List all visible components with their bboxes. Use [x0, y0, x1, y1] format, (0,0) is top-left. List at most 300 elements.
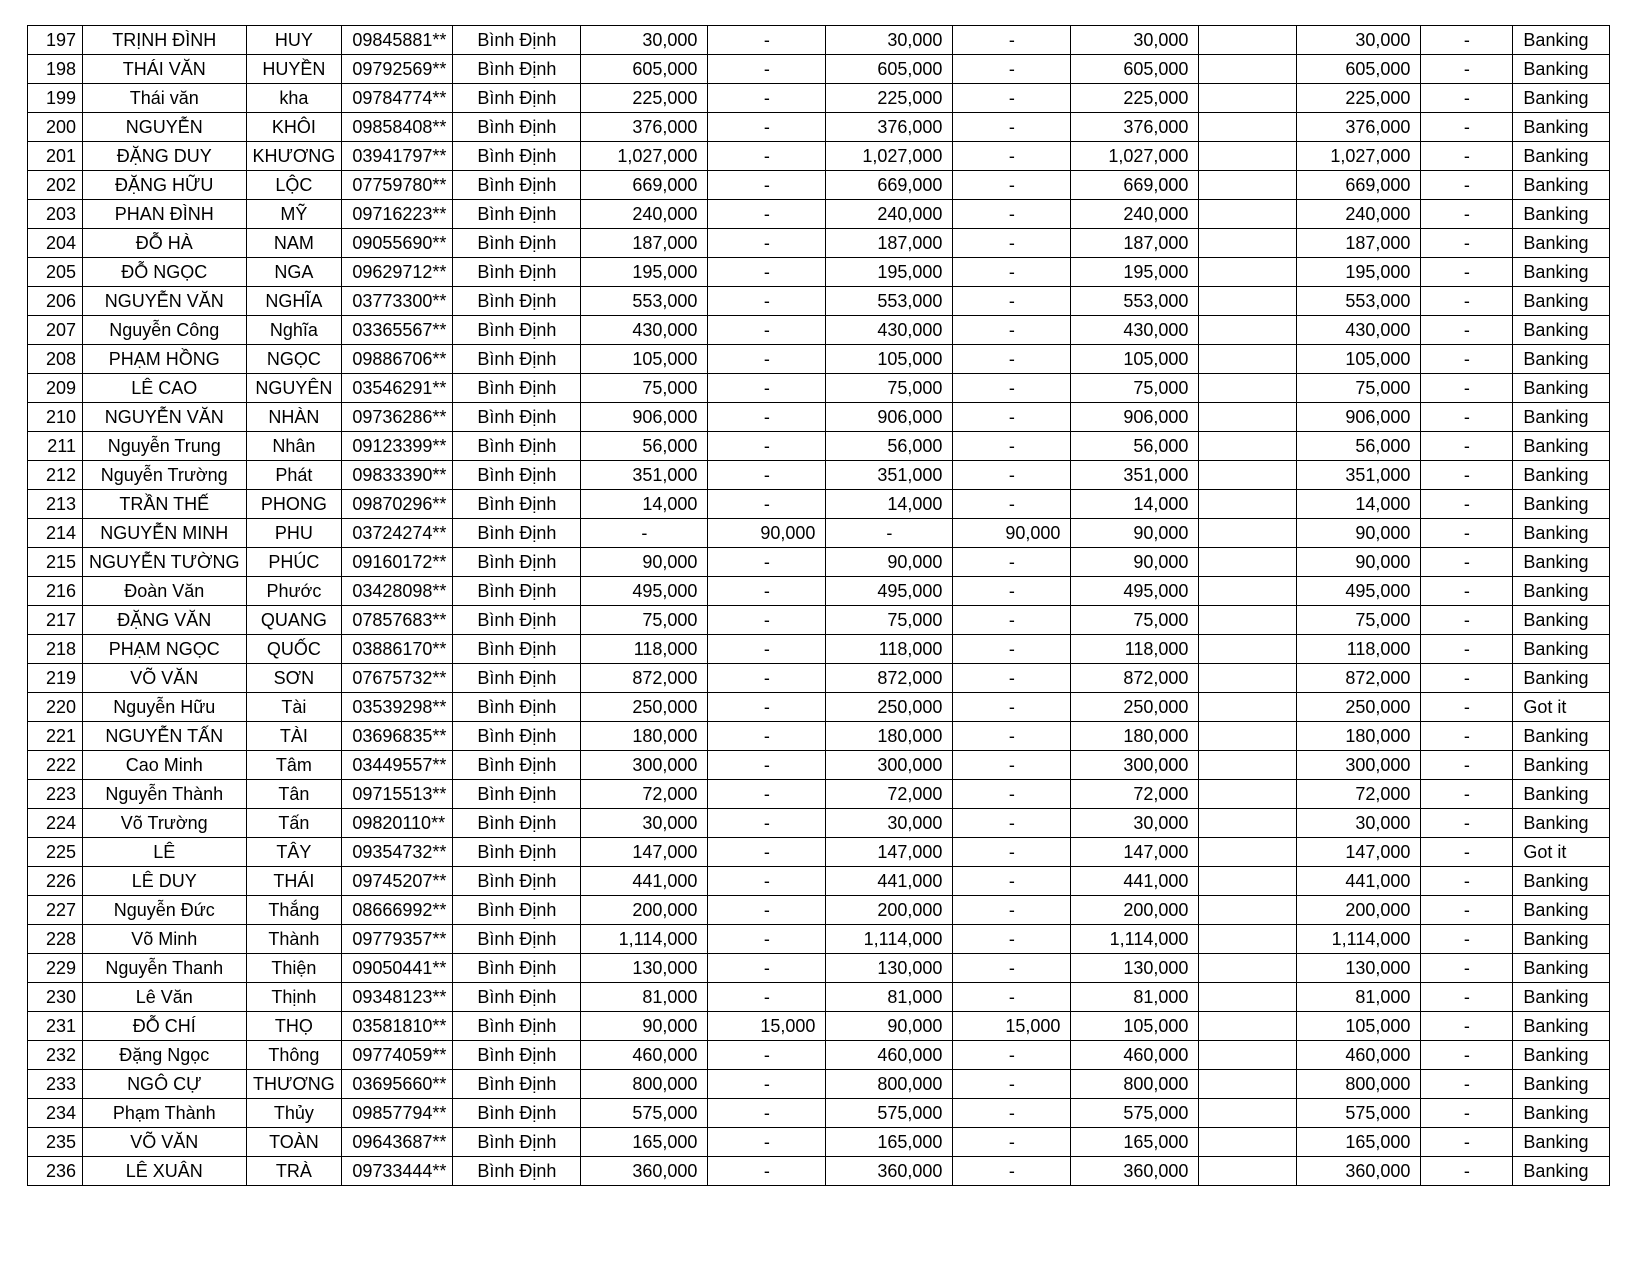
payment-method-cell: Banking: [1513, 171, 1610, 200]
amount-cell-6: [1199, 200, 1297, 229]
table-row: [28, 490, 1610, 519]
amount-cell-2: -: [708, 200, 826, 229]
amount-cell-2: -: [708, 867, 826, 896]
amount-cell-1: 800,000: [581, 1070, 708, 1099]
province-cell: Bình Định: [453, 229, 581, 258]
province-cell: Bình Định: [453, 432, 581, 461]
row-number-cell: 214: [28, 519, 83, 548]
amount-cell-6: [1199, 26, 1297, 55]
amount-cell-5: 605,000: [1071, 55, 1199, 84]
amount-cell-5: 906,000: [1071, 403, 1199, 432]
amount-cell-3: 376,000: [826, 113, 953, 142]
amount-cell-4: -: [953, 403, 1071, 432]
last-name-cell: ĐỖ HÀ: [83, 229, 247, 258]
province-cell: Bình Định: [453, 635, 581, 664]
amount-cell-3: 130,000: [826, 954, 953, 983]
last-name-cell: NGUYỄN: [83, 113, 247, 142]
amount-cell-5: 872,000: [1071, 664, 1199, 693]
last-name-cell: NGÔ CỰ: [83, 1070, 247, 1099]
amount-cell-3: 872,000: [826, 664, 953, 693]
amount-cell-7: 605,000: [1297, 55, 1421, 84]
last-name-cell: NGUYỄN TẤN: [83, 722, 247, 751]
amount-cell-3: 300,000: [826, 751, 953, 780]
phone-cell: 08666992**: [342, 896, 453, 925]
amount-cell-8: -: [1421, 258, 1513, 287]
amount-cell-1: 460,000: [581, 1041, 708, 1070]
amount-cell-5: 90,000: [1071, 548, 1199, 577]
first-name-cell: KHÔI: [246, 113, 342, 142]
amount-cell-7: 906,000: [1297, 403, 1421, 432]
row-number-cell: 203: [28, 200, 83, 229]
amount-cell-4: -: [953, 142, 1071, 171]
payment-method-cell: Banking: [1513, 1099, 1610, 1128]
amount-cell-5: 1,027,000: [1071, 142, 1199, 171]
row-number-cell: 208: [28, 345, 83, 374]
amount-cell-6: [1199, 1128, 1297, 1157]
row-number-cell: 204: [28, 229, 83, 258]
table-row: [28, 606, 1610, 635]
first-name-cell: MỸ: [246, 200, 342, 229]
amount-cell-1: 195,000: [581, 258, 708, 287]
province-cell: Bình Định: [453, 461, 581, 490]
amount-cell-4: -: [953, 867, 1071, 896]
amount-cell-3: 441,000: [826, 867, 953, 896]
amount-cell-8: -: [1421, 1012, 1513, 1041]
amount-cell-1: 180,000: [581, 722, 708, 751]
payment-method-cell: Banking: [1513, 142, 1610, 171]
amount-cell-2: -: [708, 432, 826, 461]
amount-cell-3: -: [826, 519, 953, 548]
phone-cell: 03695660**: [342, 1070, 453, 1099]
amount-cell-6: [1199, 664, 1297, 693]
amount-cell-4: -: [953, 1099, 1071, 1128]
amount-cell-1: 605,000: [581, 55, 708, 84]
amount-cell-4: -: [953, 84, 1071, 113]
first-name-cell: Nhân: [246, 432, 342, 461]
amount-cell-8: -: [1421, 809, 1513, 838]
amount-cell-1: 351,000: [581, 461, 708, 490]
amount-cell-4: -: [953, 838, 1071, 867]
amount-cell-2: -: [708, 780, 826, 809]
amount-cell-4: 90,000: [953, 519, 1071, 548]
amount-cell-3: 495,000: [826, 577, 953, 606]
amount-cell-6: [1199, 577, 1297, 606]
phone-cell: 03546291**: [342, 374, 453, 403]
amount-cell-4: -: [953, 374, 1071, 403]
amount-cell-3: 147,000: [826, 838, 953, 867]
amount-cell-3: 360,000: [826, 1157, 953, 1186]
amount-cell-7: 195,000: [1297, 258, 1421, 287]
payment-method-cell: Banking: [1513, 867, 1610, 896]
amount-cell-4: -: [953, 461, 1071, 490]
amount-cell-5: 30,000: [1071, 809, 1199, 838]
last-name-cell: VÕ VĂN: [83, 664, 247, 693]
table-row: [28, 1099, 1610, 1128]
phone-cell: 07759780**: [342, 171, 453, 200]
province-cell: Bình Định: [453, 345, 581, 374]
province-cell: Bình Định: [453, 606, 581, 635]
amount-cell-1: 250,000: [581, 693, 708, 722]
amount-cell-5: 195,000: [1071, 258, 1199, 287]
amount-cell-1: 187,000: [581, 229, 708, 258]
table-row: [28, 1041, 1610, 1070]
payment-method-cell: Banking: [1513, 635, 1610, 664]
phone-cell: 09733444**: [342, 1157, 453, 1186]
amount-cell-6: [1199, 142, 1297, 171]
table-row: [28, 1012, 1610, 1041]
first-name-cell: NGỌC: [246, 345, 342, 374]
table-row: [28, 432, 1610, 461]
phone-cell: 09857794**: [342, 1099, 453, 1128]
amount-cell-6: [1199, 519, 1297, 548]
amount-cell-5: 460,000: [1071, 1041, 1199, 1070]
amount-cell-5: 165,000: [1071, 1128, 1199, 1157]
phone-cell: 07675732**: [342, 664, 453, 693]
amount-cell-2: -: [708, 635, 826, 664]
amount-cell-8: -: [1421, 693, 1513, 722]
amount-cell-5: 430,000: [1071, 316, 1199, 345]
table-row: [28, 722, 1610, 751]
last-name-cell: THÁI VĂN: [83, 55, 247, 84]
last-name-cell: LÊ XUÂN: [83, 1157, 247, 1186]
first-name-cell: Phát: [246, 461, 342, 490]
payment-method-cell: Banking: [1513, 664, 1610, 693]
amount-cell-2: -: [708, 345, 826, 374]
first-name-cell: Thắng: [246, 896, 342, 925]
amount-cell-5: 56,000: [1071, 432, 1199, 461]
amount-cell-1: 553,000: [581, 287, 708, 316]
table-body: [28, 26, 1610, 1186]
first-name-cell: LỘC: [246, 171, 342, 200]
phone-cell: 09123399**: [342, 432, 453, 461]
amount-cell-8: -: [1421, 1128, 1513, 1157]
last-name-cell: VÕ VĂN: [83, 1128, 247, 1157]
amount-cell-3: 200,000: [826, 896, 953, 925]
amount-cell-7: 118,000: [1297, 635, 1421, 664]
row-number-cell: 222: [28, 751, 83, 780]
amount-cell-6: [1199, 1157, 1297, 1186]
first-name-cell: PHÚC: [246, 548, 342, 577]
amount-cell-2: -: [708, 55, 826, 84]
amount-cell-6: [1199, 1041, 1297, 1070]
province-cell: Bình Định: [453, 751, 581, 780]
last-name-cell: LÊ: [83, 838, 247, 867]
phone-cell: 09348123**: [342, 983, 453, 1012]
amount-cell-2: -: [708, 606, 826, 635]
amount-cell-7: 90,000: [1297, 519, 1421, 548]
amount-cell-8: -: [1421, 664, 1513, 693]
row-number-cell: 202: [28, 171, 83, 200]
amount-cell-7: 130,000: [1297, 954, 1421, 983]
amount-cell-3: 187,000: [826, 229, 953, 258]
amount-cell-6: [1199, 113, 1297, 142]
amount-cell-7: 669,000: [1297, 171, 1421, 200]
first-name-cell: Tài: [246, 693, 342, 722]
row-number-cell: 228: [28, 925, 83, 954]
row-number-cell: 216: [28, 577, 83, 606]
amount-cell-8: -: [1421, 548, 1513, 577]
province-cell: Bình Định: [453, 258, 581, 287]
amount-cell-1: 75,000: [581, 606, 708, 635]
payment-method-cell: Banking: [1513, 983, 1610, 1012]
payment-method-cell: Banking: [1513, 548, 1610, 577]
province-cell: Bình Định: [453, 722, 581, 751]
phone-cell: 09784774**: [342, 84, 453, 113]
amount-cell-2: -: [708, 693, 826, 722]
amount-cell-8: -: [1421, 287, 1513, 316]
last-name-cell: PHẠM NGỌC: [83, 635, 247, 664]
amount-cell-5: 240,000: [1071, 200, 1199, 229]
amount-cell-5: 75,000: [1071, 606, 1199, 635]
table-row: [28, 374, 1610, 403]
amount-cell-4: -: [953, 896, 1071, 925]
payment-method-cell: Banking: [1513, 26, 1610, 55]
amount-cell-6: [1199, 55, 1297, 84]
table-row: [28, 26, 1610, 55]
phone-cell: 03724274**: [342, 519, 453, 548]
last-name-cell: ĐẶNG VĂN: [83, 606, 247, 635]
table-row: [28, 1070, 1610, 1099]
last-name-cell: Cao Minh: [83, 751, 247, 780]
amount-cell-6: [1199, 838, 1297, 867]
amount-cell-1: 906,000: [581, 403, 708, 432]
table-row: [28, 780, 1610, 809]
payment-method-cell: Banking: [1513, 1128, 1610, 1157]
row-number-cell: 230: [28, 983, 83, 1012]
amount-cell-5: 14,000: [1071, 490, 1199, 519]
amount-cell-3: 81,000: [826, 983, 953, 1012]
amount-cell-4: -: [953, 432, 1071, 461]
row-number-cell: 232: [28, 1041, 83, 1070]
phone-cell: 09774059**: [342, 1041, 453, 1070]
province-cell: Bình Định: [453, 809, 581, 838]
amount-cell-5: 553,000: [1071, 287, 1199, 316]
last-name-cell: LÊ DUY: [83, 867, 247, 896]
amount-cell-4: -: [953, 606, 1071, 635]
amount-cell-1: 376,000: [581, 113, 708, 142]
amount-cell-8: -: [1421, 374, 1513, 403]
phone-cell: 03886170**: [342, 635, 453, 664]
first-name-cell: QUỐC: [246, 635, 342, 664]
amount-cell-7: 495,000: [1297, 577, 1421, 606]
province-cell: Bình Định: [453, 316, 581, 345]
amount-cell-3: 105,000: [826, 345, 953, 374]
amount-cell-4: -: [953, 751, 1071, 780]
row-number-cell: 215: [28, 548, 83, 577]
last-name-cell: Nguyễn Công: [83, 316, 247, 345]
phone-cell: 09736286**: [342, 403, 453, 432]
payment-method-cell: Banking: [1513, 606, 1610, 635]
amount-cell-2: 15,000: [708, 1012, 826, 1041]
first-name-cell: NHÀN: [246, 403, 342, 432]
amount-cell-1: 441,000: [581, 867, 708, 896]
row-number-cell: 227: [28, 896, 83, 925]
amount-cell-5: 105,000: [1071, 345, 1199, 374]
amount-cell-1: 165,000: [581, 1128, 708, 1157]
amount-cell-6: [1199, 780, 1297, 809]
amount-cell-7: 30,000: [1297, 26, 1421, 55]
amount-cell-7: 165,000: [1297, 1128, 1421, 1157]
amount-cell-3: 165,000: [826, 1128, 953, 1157]
payment-method-cell: Banking: [1513, 316, 1610, 345]
table-row: [28, 200, 1610, 229]
row-number-cell: 198: [28, 55, 83, 84]
row-number-cell: 218: [28, 635, 83, 664]
table-row: [28, 896, 1610, 925]
amount-cell-1: 105,000: [581, 345, 708, 374]
amount-cell-7: 81,000: [1297, 983, 1421, 1012]
amount-cell-5: 441,000: [1071, 867, 1199, 896]
amount-cell-1: 30,000: [581, 26, 708, 55]
last-name-cell: Đoàn Văn: [83, 577, 247, 606]
row-number-cell: 217: [28, 606, 83, 635]
amount-cell-2: -: [708, 84, 826, 113]
amount-cell-8: -: [1421, 780, 1513, 809]
amount-cell-7: 90,000: [1297, 548, 1421, 577]
phone-cell: 03449557**: [342, 751, 453, 780]
amount-cell-3: 906,000: [826, 403, 953, 432]
amount-cell-8: -: [1421, 1070, 1513, 1099]
first-name-cell: NGA: [246, 258, 342, 287]
amount-cell-2: -: [708, 664, 826, 693]
payment-method-cell: Banking: [1513, 577, 1610, 606]
table-row: [28, 925, 1610, 954]
amount-cell-4: -: [953, 548, 1071, 577]
province-cell: Bình Định: [453, 838, 581, 867]
amount-cell-7: 180,000: [1297, 722, 1421, 751]
amount-cell-8: -: [1421, 867, 1513, 896]
amount-cell-8: -: [1421, 519, 1513, 548]
amount-cell-8: -: [1421, 896, 1513, 925]
amount-cell-7: 1,114,000: [1297, 925, 1421, 954]
first-name-cell: Tân: [246, 780, 342, 809]
amount-cell-5: 360,000: [1071, 1157, 1199, 1186]
province-cell: Bình Định: [453, 403, 581, 432]
table-row: [28, 577, 1610, 606]
last-name-cell: Thái văn: [83, 84, 247, 113]
amount-cell-4: -: [953, 1128, 1071, 1157]
province-cell: Bình Định: [453, 374, 581, 403]
table-row: [28, 113, 1610, 142]
row-number-cell: 235: [28, 1128, 83, 1157]
payment-method-cell: Banking: [1513, 925, 1610, 954]
last-name-cell: Nguyễn Đức: [83, 896, 247, 925]
amount-cell-7: 200,000: [1297, 896, 1421, 925]
amount-cell-4: -: [953, 316, 1071, 345]
phone-cell: 09833390**: [342, 461, 453, 490]
amount-cell-2: -: [708, 229, 826, 258]
amount-cell-2: -: [708, 26, 826, 55]
row-number-cell: 233: [28, 1070, 83, 1099]
province-cell: Bình Định: [453, 1012, 581, 1041]
amount-cell-8: -: [1421, 751, 1513, 780]
amount-cell-4: -: [953, 258, 1071, 287]
amount-cell-7: 300,000: [1297, 751, 1421, 780]
table-row: [28, 287, 1610, 316]
amount-cell-4: -: [953, 1157, 1071, 1186]
last-name-cell: TRẦN THẾ: [83, 490, 247, 519]
last-name-cell: LÊ CAO: [83, 374, 247, 403]
first-name-cell: Thủy: [246, 1099, 342, 1128]
payment-method-cell: Banking: [1513, 896, 1610, 925]
province-cell: Bình Định: [453, 287, 581, 316]
amount-cell-7: 430,000: [1297, 316, 1421, 345]
phone-cell: 09716223**: [342, 200, 453, 229]
amount-cell-8: -: [1421, 142, 1513, 171]
amount-cell-8: -: [1421, 1041, 1513, 1070]
amount-cell-8: -: [1421, 925, 1513, 954]
table-row: [28, 345, 1610, 374]
amount-cell-3: 460,000: [826, 1041, 953, 1070]
first-name-cell: kha: [246, 84, 342, 113]
payment-table: [27, 25, 1610, 1186]
amount-cell-7: 441,000: [1297, 867, 1421, 896]
first-name-cell: SƠN: [246, 664, 342, 693]
phone-cell: 07857683**: [342, 606, 453, 635]
amount-cell-3: 30,000: [826, 26, 953, 55]
amount-cell-8: -: [1421, 26, 1513, 55]
payment-method-cell: Banking: [1513, 722, 1610, 751]
amount-cell-3: 575,000: [826, 1099, 953, 1128]
amount-cell-4: -: [953, 635, 1071, 664]
amount-cell-3: 351,000: [826, 461, 953, 490]
amount-cell-7: 872,000: [1297, 664, 1421, 693]
amount-cell-2: -: [708, 374, 826, 403]
amount-cell-5: 800,000: [1071, 1070, 1199, 1099]
amount-cell-7: 147,000: [1297, 838, 1421, 867]
amount-cell-4: -: [953, 722, 1071, 751]
amount-cell-8: -: [1421, 55, 1513, 84]
amount-cell-7: 30,000: [1297, 809, 1421, 838]
amount-cell-5: 30,000: [1071, 26, 1199, 55]
province-cell: Bình Định: [453, 954, 581, 983]
first-name-cell: Nghĩa: [246, 316, 342, 345]
province-cell: Bình Định: [453, 142, 581, 171]
amount-cell-4: -: [953, 113, 1071, 142]
amount-cell-4: -: [953, 1041, 1071, 1070]
table-row: [28, 809, 1610, 838]
payment-method-cell: Banking: [1513, 229, 1610, 258]
first-name-cell: Thành: [246, 925, 342, 954]
amount-cell-1: 14,000: [581, 490, 708, 519]
amount-cell-6: [1199, 1012, 1297, 1041]
province-cell: Bình Định: [453, 693, 581, 722]
last-name-cell: Võ Minh: [83, 925, 247, 954]
amount-cell-4: -: [953, 55, 1071, 84]
row-number-cell: 221: [28, 722, 83, 751]
amount-cell-4: 15,000: [953, 1012, 1071, 1041]
amount-cell-5: 180,000: [1071, 722, 1199, 751]
amount-cell-2: -: [708, 1157, 826, 1186]
phone-cell: 09745207**: [342, 867, 453, 896]
amount-cell-4: -: [953, 345, 1071, 374]
last-name-cell: Nguyễn Thành: [83, 780, 247, 809]
amount-cell-4: -: [953, 287, 1071, 316]
row-number-cell: 220: [28, 693, 83, 722]
phone-cell: 09820110**: [342, 809, 453, 838]
last-name-cell: Nguyễn Thanh: [83, 954, 247, 983]
amount-cell-5: 200,000: [1071, 896, 1199, 925]
province-cell: Bình Định: [453, 519, 581, 548]
amount-cell-8: -: [1421, 403, 1513, 432]
last-name-cell: NGUYỄN VĂN: [83, 287, 247, 316]
first-name-cell: QUANG: [246, 606, 342, 635]
amount-cell-2: 90,000: [708, 519, 826, 548]
row-number-cell: 212: [28, 461, 83, 490]
last-name-cell: Nguyễn Trường: [83, 461, 247, 490]
amount-cell-2: -: [708, 838, 826, 867]
amount-cell-1: 430,000: [581, 316, 708, 345]
